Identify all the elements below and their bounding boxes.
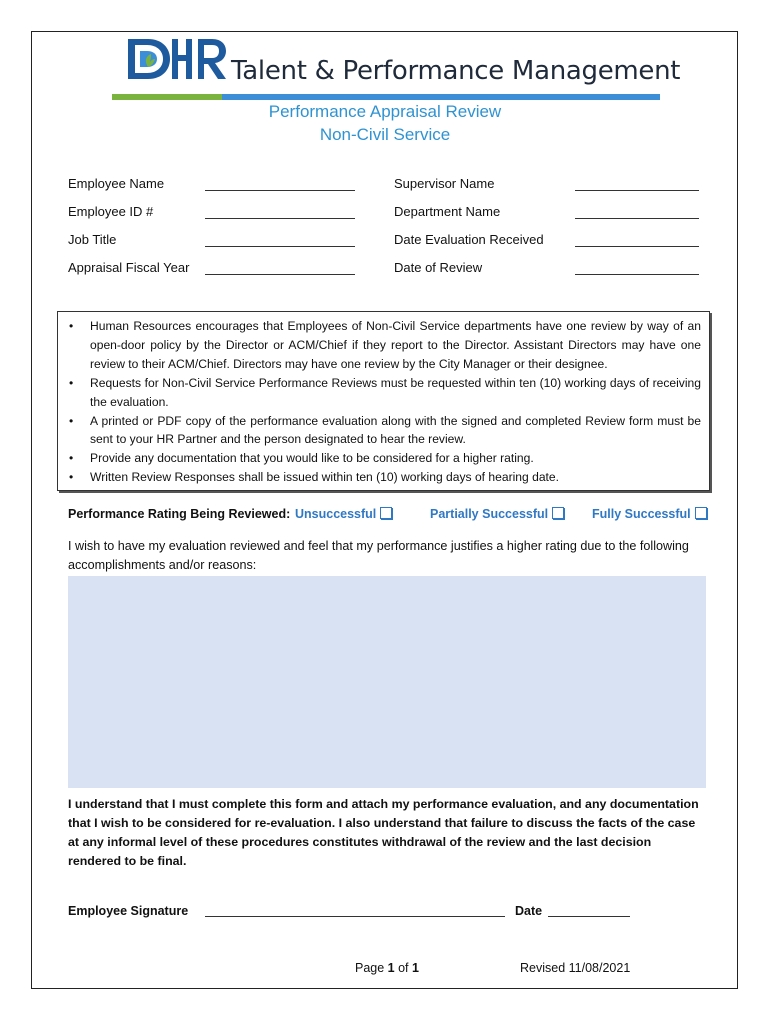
rating-option-partially-successful[interactable] <box>430 507 564 521</box>
date-evaluation-received-label: Date Evaluation Received <box>394 232 544 247</box>
employee-name-label: Employee Name <box>68 176 165 191</box>
brand-title: Talent & Performance Management <box>231 56 681 86</box>
employee-name-field[interactable] <box>205 190 355 191</box>
instruction-item: • Requests for Non-Civil Service Performance Reviews must be requested within ten (10) working days of receiving the evaluation. <box>90 374 701 412</box>
department-name-label: Department Name <box>394 204 501 219</box>
rating-option-fully-successful[interactable] <box>592 507 707 521</box>
employee-id-label: Employee ID # <box>68 204 154 219</box>
rating-option-label: Fully Successful <box>592 507 691 521</box>
supervisor-name-field[interactable] <box>575 190 699 191</box>
instruction-item: • Provide any documentation that you would like to be considered for a higher rating. <box>90 449 701 468</box>
hr-letters-icon <box>186 37 230 81</box>
form-title: Performance Appraisal Review <box>268 102 502 121</box>
instructions-list <box>58 312 709 487</box>
checkbox-icon[interactable] <box>552 507 564 519</box>
date-of-review-field[interactable] <box>575 274 699 275</box>
header-blue-bar <box>222 94 660 100</box>
job-title-field[interactable] <box>205 246 355 247</box>
reasons-textarea[interactable] <box>68 576 706 788</box>
signature-label: Employee Signature <box>68 904 189 918</box>
job-title-label: Job Title <box>68 232 117 247</box>
page-of: of <box>394 961 412 975</box>
rating-option-unsuccessful[interactable] <box>295 507 392 521</box>
rating-option-label: Unsuccessful <box>295 507 377 521</box>
checkbox-icon[interactable] <box>695 507 707 519</box>
revision-date: Revised 11/08/2021 <box>520 961 631 975</box>
date-evaluation-received-field[interactable] <box>575 246 699 247</box>
form-subtitle: Non-Civil Service <box>319 125 451 144</box>
dhr-logo-icon <box>126 37 186 81</box>
rating-option-label: Partially Successful <box>430 507 549 521</box>
acknowledgement-text: I understand that I must complete this form and attach my performance evaluation, and any documentation that I wish to be considered for re-evaluation. I also understand that failure to discuss the facts of the case at any informal level of these procedures constitutes withdrawal of the review and the last decision rendered to be final. <box>68 797 699 868</box>
department-name-field[interactable] <box>575 218 699 219</box>
instruction-item: • Human Resources encourages that Employees of Non-Civil Service departments have one review by way of an open-door policy by the Director or ACM/Chief if they report to the Director. Assistant Directors may have one review to their ACM/Chief. Directors may have one review by the City Manager or their designee. <box>90 317 701 374</box>
instruction-item: • A printed or PDF copy of the performance evaluation along with the signed and completed Review form must be sent to your HR Partner and the person designated to hear the review. <box>90 412 701 450</box>
instruction-item: • Written Review Responses shall be issued within ten (10) working days of hearing date. <box>90 468 701 487</box>
appraisal-year-field[interactable] <box>205 274 355 275</box>
supervisor-name-label: Supervisor Name <box>394 176 495 191</box>
page-prefix: Page <box>355 961 388 975</box>
page-total: 1 <box>412 961 419 975</box>
instructions-box <box>57 311 710 491</box>
checkbox-icon[interactable] <box>380 507 392 519</box>
appraisal-year-label: Appraisal Fiscal Year <box>68 260 190 275</box>
date-of-review-label: Date of Review <box>394 260 483 275</box>
rating-label: Performance Rating Being Reviewed: <box>68 507 291 521</box>
request-text: I wish to have my evaluation reviewed and feel that my performance justifies a higher rating due to the following accomplishments and/or reasons: <box>68 539 689 572</box>
signature-date-field[interactable] <box>548 916 630 917</box>
header-green-bar <box>112 94 222 100</box>
page-number <box>355 961 419 975</box>
page-current: 1 <box>387 961 395 975</box>
signature-field[interactable] <box>205 916 505 917</box>
signature-date-label: Date <box>515 904 543 918</box>
employee-id-field[interactable] <box>205 218 355 219</box>
